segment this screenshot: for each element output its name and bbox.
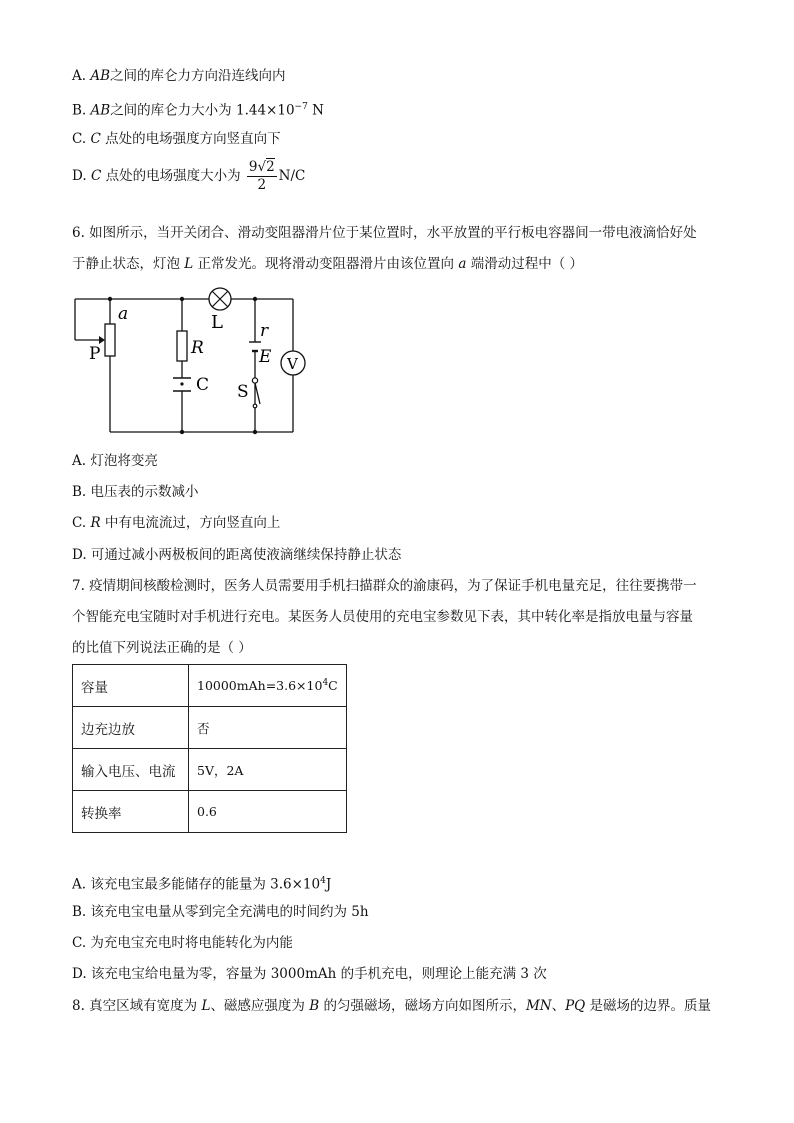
label-P: P: [89, 344, 101, 364]
label-r: r: [260, 321, 269, 341]
spec-value: 0.6: [189, 791, 347, 833]
q5-option-c: C. C 点处的电场强度方向竖直向下: [72, 131, 281, 147]
q6-option-a: A. 灯泡将变亮: [72, 453, 158, 469]
resistor-icon: [177, 331, 187, 361]
spec-key: 容量: [73, 665, 189, 707]
switch-icon: [252, 378, 257, 383]
label-E: E: [259, 347, 272, 367]
q6-option-d: D. 可通过减小两极板间的距离使液滴继续保持静止状态: [72, 547, 402, 563]
label-R: R: [191, 338, 204, 358]
fraction-9-root2-over-2: $\frac{9√2}{2}$: [248, 159, 275, 193]
circuit-diagram: [72, 287, 312, 437]
q6-option-b: B. 电压表的示数减小: [72, 484, 199, 500]
rheostat-icon: [105, 324, 115, 356]
spec-value: 否: [189, 707, 347, 749]
q5-option-a: A. AB之间的库仑力方向沿连线向内: [72, 68, 286, 84]
label-L: L: [211, 312, 223, 333]
q7-option-c: C. 为充电宝充电时将电能转化为内能: [72, 935, 293, 951]
spec-value: 5V，2A: [189, 749, 347, 791]
label-C: C: [196, 375, 210, 395]
q6-option-c: C. R 中有电流流过，方向竖直向上: [72, 515, 281, 531]
q7-option-b: B. 该充电宝电量从零到完全充满电的时间约为 5h: [72, 904, 369, 920]
table-row: [73, 707, 347, 749]
droplet-icon: [180, 382, 183, 385]
q5-option-d: D. C 点处的电场强度大小为 $\frac{9√2}{2}$ N/C: [72, 159, 306, 193]
spec-key: 输入电压、电流: [73, 749, 189, 791]
q8-stem-line1: 8. 真空区域有宽度为 L、磁感应强度为 B 的匀强磁场，磁场方向如图所示，MN、PQ 是磁场的边界。质量: [72, 998, 712, 1014]
q6-stem-line1: 6. 如图所示，当开关闭合、滑动变阻器滑片位于某位置时，水平放置的平行板电容器间一带电液滴恰好处: [72, 225, 697, 241]
table-row: [73, 791, 347, 833]
q6-stem-line2: 于静止状态，灯泡 L 正常发光。现将滑动变阻器滑片由该位置向 a 端滑动过程中（ ）: [72, 256, 584, 272]
spec-key: 转换率: [73, 791, 189, 833]
q7-stem-line3: 的比值下列说法正确的是（ ）: [72, 640, 252, 656]
power-bank-spec-table: [72, 664, 347, 833]
spec-key: 边充边放: [73, 707, 189, 749]
q5-option-b: B. AB之间的库仑力大小为 $1.44\times 10^{-7}$ N: [72, 102, 324, 119]
label-S: S: [237, 382, 249, 402]
table-row: [73, 665, 347, 707]
q7-stem-line1: 7. 疫情期间核酸检测时，医务人员需要用手机扫描群众的渝康码，为了保证手机电量充足，往往要携带一: [72, 578, 697, 594]
q7-stem-line2: 个智能充电宝随时对手机进行充电。某医务人员使用的充电宝参数见下表，其中转化率是指放电量与容量: [72, 609, 693, 625]
label-V: V: [287, 355, 298, 373]
q7-option-d: D. 该充电宝给电量为零，容量为 3000mAh 的手机充电，则理论上能充满 3 次: [72, 966, 547, 982]
q7-option-a: A. 该充电宝最多能储存的能量为 $3.6\times 10^4J$: [72, 876, 332, 893]
slider-arrow-icon: [99, 336, 105, 344]
label-a: a: [118, 304, 129, 324]
spec-value: $10000mAh=3.6\times 10^4C$: [189, 665, 347, 707]
table-row: [73, 749, 347, 791]
